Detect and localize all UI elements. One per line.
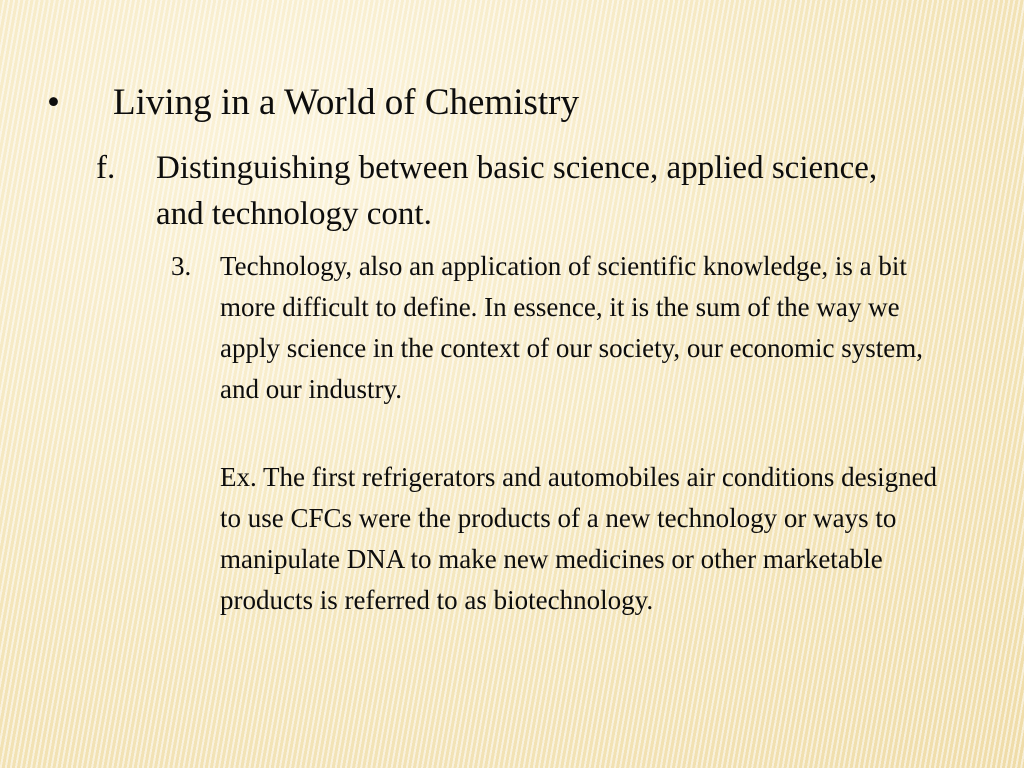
example-text: Ex. The first refrigerators and automobiles air conditions designed to use CFCs were the products of a new technology or ways to manipulate DNA to make new medicines or other marketable products is referred to as biotechnology.: [220, 462, 938, 615]
example-paragraph: [220, 457, 960, 621]
point-marker: 3.: [171, 251, 192, 281]
subheading-marker: f.: [96, 150, 116, 186]
point-text: Technology, also an application of scientific knowledge, is a bit more difficult to define. In essence, it is the sum of the way we apply science in the context of our society, our economic system, and our industry.: [220, 251, 924, 404]
subheading-text: Distinguishing between basic science, applied science, and technology cont.: [156, 150, 878, 232]
subheading-item: [96, 145, 896, 237]
bullet-marker: •: [47, 82, 60, 123]
heading-bullet: [47, 80, 947, 126]
heading-text: Living in a World of Chemistry: [113, 82, 579, 123]
point-item: [171, 246, 951, 410]
